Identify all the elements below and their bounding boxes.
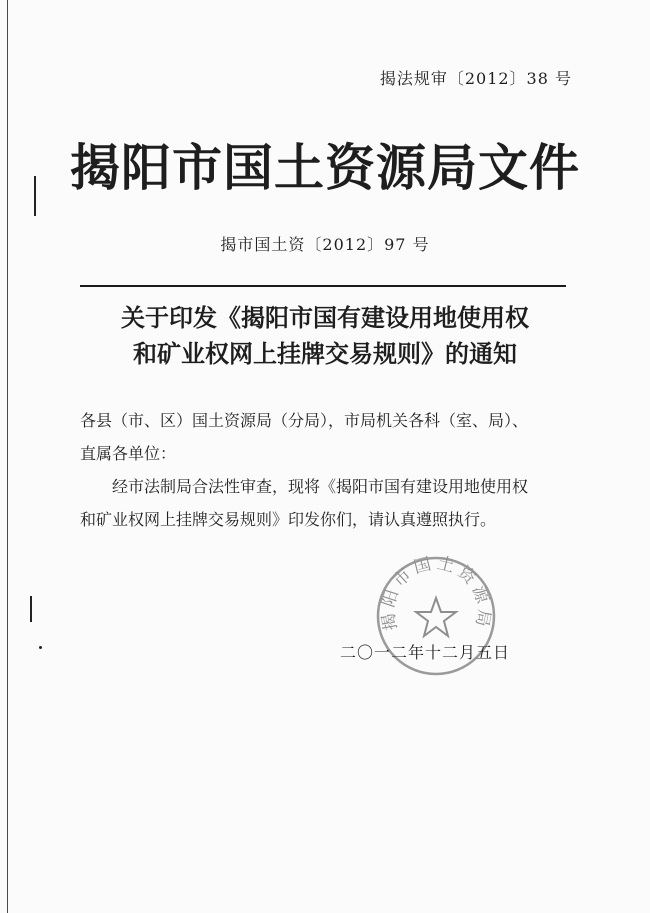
notice-body bbox=[80, 404, 580, 536]
document-number: 揭市国土资〔2012〕97 号 bbox=[220, 235, 430, 254]
body-paragraph-line-2: 和矿业权网上挂牌交易规则》印发你们，请认真遵照执行。 bbox=[80, 510, 497, 529]
body-paragraph-line-1: 经市法制局合法性审查，现将《揭阳市国有建设用地使用权 bbox=[112, 477, 529, 496]
scan-mark-middle bbox=[30, 596, 32, 622]
seal-star bbox=[416, 598, 456, 636]
recipients-line-1: 各县（市、区）国土资源局（分局），市局机关各科（室、局）、 bbox=[80, 411, 529, 430]
seal-text: 揭阳市国土资源局 bbox=[378, 554, 494, 633]
review-number: 揭法规审〔2012〕38 号 bbox=[379, 69, 572, 88]
notice-title-line-2: 和矿业权网上挂牌交易规则》的通知 bbox=[133, 339, 517, 368]
notice-title-line-1: 关于印发《揭阳市国有建设用地使用权 bbox=[121, 303, 529, 332]
header-divider bbox=[80, 285, 566, 287]
scan-mark-dot bbox=[39, 646, 42, 649]
notice-title bbox=[0, 300, 650, 372]
recipients-line-2: 直属各单位： bbox=[80, 444, 177, 463]
issuer-header: 揭阳市国土资源局文件 bbox=[70, 138, 580, 197]
issue-date: 二〇一二年十二月五日 bbox=[340, 643, 511, 662]
